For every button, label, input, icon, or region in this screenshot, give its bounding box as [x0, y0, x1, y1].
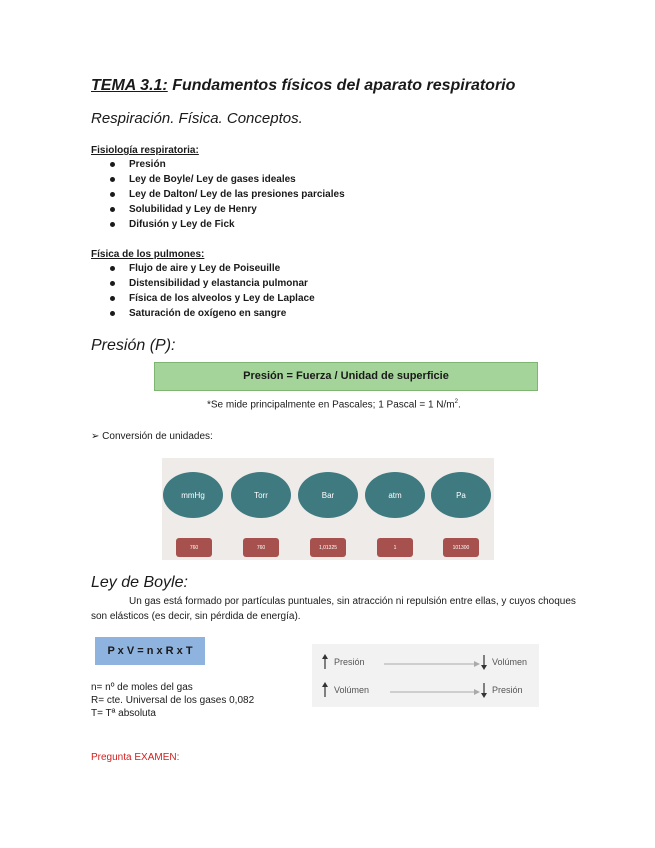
presion-formula-box: Presión = Fuerza / Unidad de superficie [154, 362, 538, 391]
note-suffix: . [457, 399, 461, 411]
unit-circle-pa: Pa [431, 472, 491, 518]
unit-circle-bar: Bar [298, 472, 358, 518]
boyle-heading: Ley de Boyle: [91, 574, 188, 591]
list-item: Saturación de oxígeno en sangre [91, 306, 315, 321]
unit-circle-atm: atm [365, 472, 425, 518]
list-item: Distensibilidad y elastancia pulmonar [91, 276, 315, 291]
unit-value-pa: 101300 [443, 538, 479, 557]
arrow-up-icon [321, 682, 329, 698]
relation-right: Volúmen [492, 657, 528, 667]
list-item: Ley de Boyle/ Ley de gases ideales [91, 172, 345, 187]
arrow-down-icon [480, 654, 488, 670]
definition-n: n= nº de moles del gas [91, 682, 193, 693]
arrow-right-icon [390, 689, 480, 695]
unit-conversion-panel [162, 458, 494, 560]
unit-circle-torr: Torr [231, 472, 291, 518]
subtitle: Respiración. Física. Conceptos. [91, 110, 303, 127]
note-superscript: 2 [454, 399, 458, 405]
conversion-label: ➢ Conversión de unidades: [91, 431, 213, 442]
unit-circle-mmhg: mmHg [163, 472, 223, 518]
note-text: *Se mide principalmente en Pascales; 1 Pascal = 1 N/m [207, 399, 455, 411]
unit-value-mmhg: 760 [176, 538, 212, 557]
fisica-list [91, 261, 315, 321]
list-item: Presión [91, 157, 345, 172]
relation-row [312, 681, 539, 701]
presion-note [207, 399, 461, 410]
list-item: Física de los alveolos y Ley de Laplace [91, 291, 315, 306]
arrow-down-icon [480, 682, 488, 698]
definition-t: T= Tª absoluta [91, 708, 156, 719]
list-item: Flujo de aire y Ley de Poiseuille [91, 261, 315, 276]
ideal-gas-formula-box: P x V = n x R x T [95, 637, 205, 665]
fisica-heading: Física de los pulmones: [91, 249, 205, 260]
list-item: Difusión y Ley de Fick [91, 217, 345, 232]
relation-row [312, 653, 539, 673]
fisiologia-heading: Fisiología respiratoria: [91, 145, 199, 156]
unit-value-bar: 1,01325 [310, 538, 346, 557]
list-item: Ley de Dalton/ Ley de las presiones parciales [91, 187, 345, 202]
arrow-up-icon [321, 654, 329, 670]
relation-left: Presión [334, 657, 365, 667]
page-title [91, 77, 515, 95]
exam-question-label: Pregunta EXAMEN: [91, 752, 180, 763]
boyle-relation-panel [312, 644, 539, 707]
unit-value-atm: 1 [377, 538, 413, 557]
fisiologia-list [91, 157, 345, 232]
relation-left: Volúmen [334, 685, 370, 695]
definition-r: R= cte. Universal de los gases 0,082 [91, 695, 255, 706]
arrow-right-icon [384, 661, 480, 667]
list-item: Solubilidad y Ley de Henry [91, 202, 345, 217]
title-text: Fundamentos físicos del aparato respiratorio [167, 77, 516, 94]
unit-value-torr: 760 [243, 538, 279, 557]
title-number: TEMA 3.1: [91, 77, 168, 94]
relation-right: Presión [492, 685, 523, 695]
presion-heading: Presión (P): [91, 337, 176, 354]
boyle-paragraph: Un gas está formado por partículas puntuales, sin atracción ni repulsión entre ellas, y cuyos choques son elásticos (es decir, sin pérdida de energía). [91, 596, 576, 622]
